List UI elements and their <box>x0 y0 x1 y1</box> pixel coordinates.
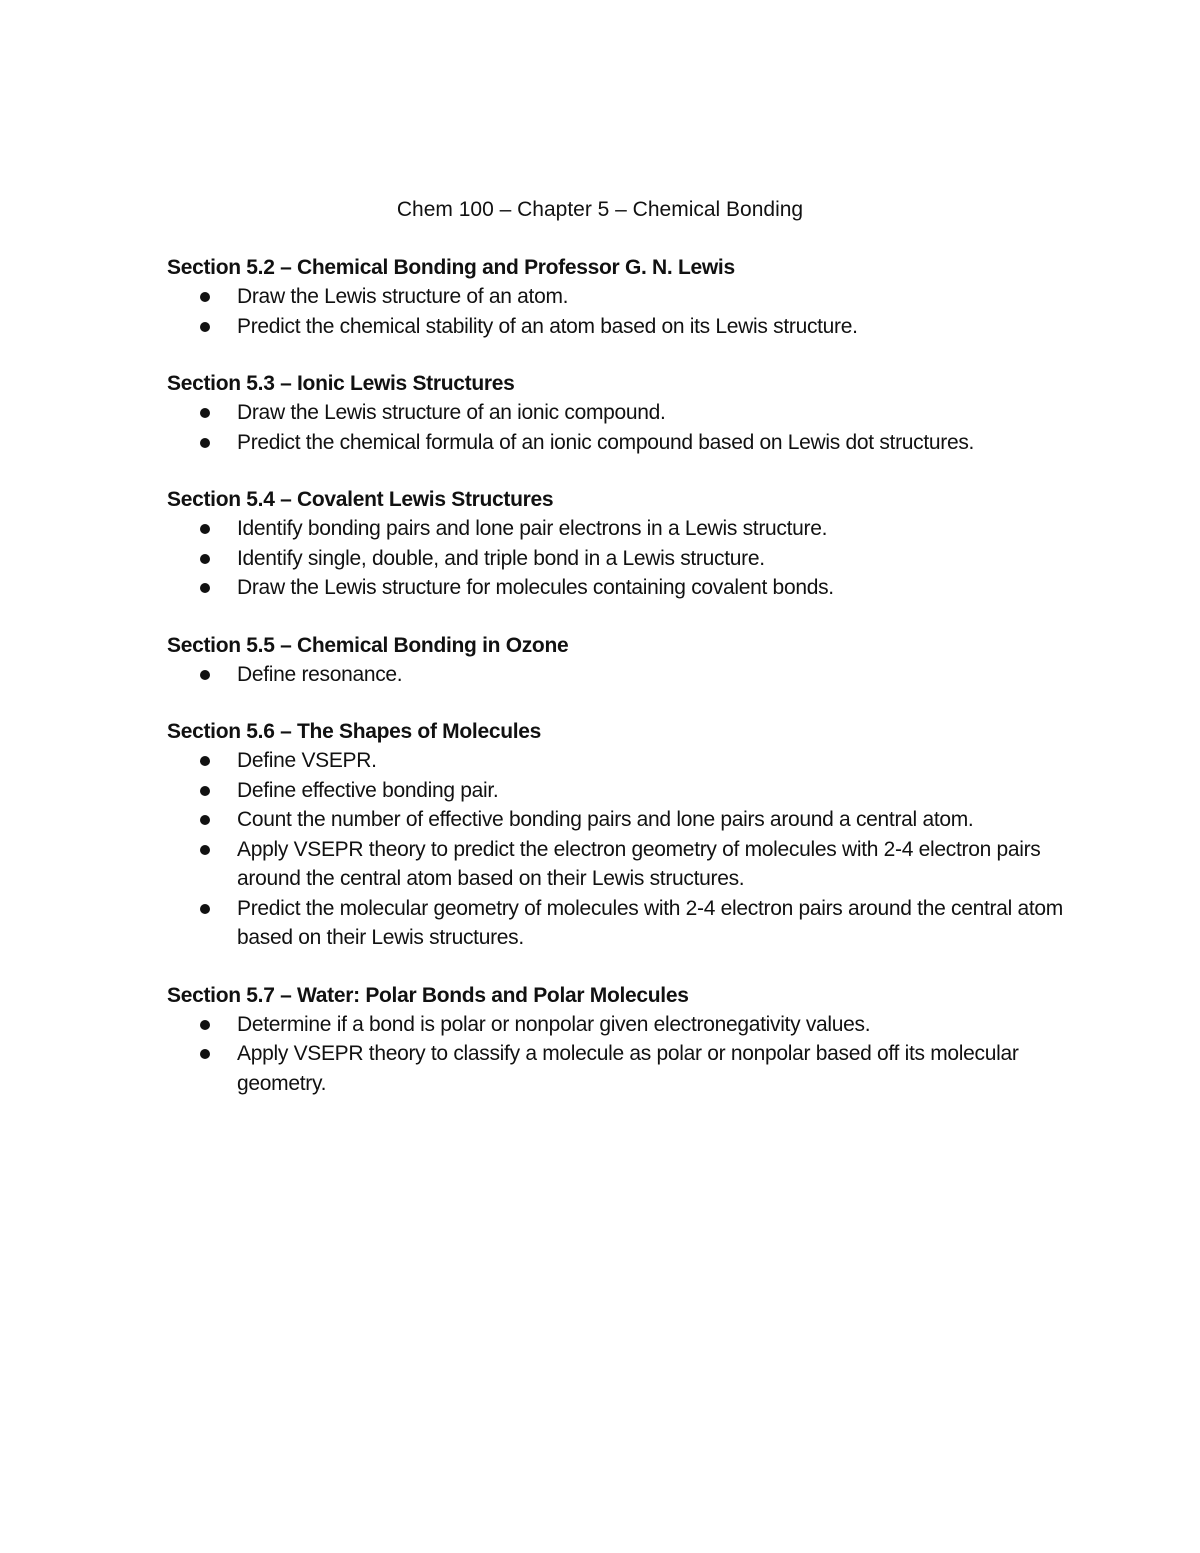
list-item <box>167 282 1067 312</box>
list-item-text: Define effective bonding pair. <box>237 778 499 802</box>
list-item <box>167 776 1067 806</box>
list-item <box>167 894 1067 953</box>
section-block <box>167 253 1067 341</box>
list-item-text: Predict the chemical formula of an ionic compound based on Lewis dot structures. <box>237 430 975 454</box>
section-block <box>167 369 1067 457</box>
list-item <box>167 746 1067 776</box>
bullet-icon <box>200 756 210 766</box>
bullet-icon <box>200 1020 210 1030</box>
list-item-text: Define resonance. <box>237 662 403 686</box>
list-item <box>167 398 1067 428</box>
section-block <box>167 485 1067 603</box>
bullet-icon <box>200 904 210 914</box>
bullet-icon <box>200 815 210 825</box>
bullet-list <box>167 660 1067 690</box>
bullet-icon <box>200 292 210 302</box>
list-item-text: Draw the Lewis structure for molecules containing covalent bonds. <box>237 576 834 599</box>
sections-container <box>167 253 1067 1126</box>
list-item <box>167 1039 1067 1098</box>
list-item-text: Draw the Lewis structure of an atom. <box>237 285 569 308</box>
bullet-list <box>167 398 1067 457</box>
list-item-text: Determine if a bond is polar or nonpolar given electronegativity values. <box>237 1012 871 1036</box>
bullet-icon <box>200 670 210 680</box>
list-item <box>167 1010 1067 1040</box>
bullet-list <box>167 1010 1067 1099</box>
list-item-text: Draw the Lewis structure of an ionic compound. <box>237 401 666 424</box>
list-item <box>167 660 1067 690</box>
list-item-text: Identify single, double, and triple bond in a Lewis structure. <box>237 546 765 570</box>
section-heading: Section 5.6 – The Shapes of Molecules <box>167 720 542 743</box>
section-block <box>167 717 1067 953</box>
section-heading: Section 5.2 – Chemical Bonding and Professor G. N. Lewis <box>167 256 735 279</box>
list-item <box>167 573 1067 603</box>
list-item-text: Define VSEPR. <box>237 749 377 772</box>
list-item <box>167 835 1067 894</box>
bullet-icon <box>200 554 210 564</box>
bullet-list <box>167 282 1067 341</box>
list-item <box>167 428 1067 458</box>
section-heading: Section 5.5 – Chemical Bonding in Ozone <box>167 633 569 657</box>
bullet-icon <box>200 845 210 855</box>
section-block <box>167 981 1067 1099</box>
list-item-text: Apply VSEPR theory to predict the electron geometry of molecules with 2-4 electron pairs around the central atom based on their Lewis structures. <box>237 837 1041 890</box>
list-item-text: Identify bonding pairs and lone pair electrons in a Lewis structure. <box>237 517 828 540</box>
bullet-icon <box>200 524 210 534</box>
bullet-icon <box>200 438 210 448</box>
section-heading: Section 5.4 – Covalent Lewis Structures <box>167 488 554 511</box>
list-item <box>167 805 1067 835</box>
bullet-list <box>167 514 1067 603</box>
bullet-icon <box>200 408 210 418</box>
bullet-list <box>167 746 1067 953</box>
list-item <box>167 312 1067 342</box>
list-item-text: Predict the molecular geometry of molecules with 2-4 electron pairs around the central atom based on their Lewis structures. <box>237 896 1063 949</box>
bullet-icon <box>200 786 210 796</box>
bullet-icon <box>200 1049 210 1059</box>
document-title: Chem 100 – Chapter 5 – Chemical Bonding <box>396 198 804 221</box>
section-block <box>167 631 1067 690</box>
section-heading: Section 5.7 – Water: Polar Bonds and Polar Molecules <box>167 983 689 1007</box>
bullet-icon <box>200 322 210 332</box>
list-item-text: Apply VSEPR theory to classify a molecule as polar or nonpolar based off its molecular geometry. <box>237 1042 1019 1095</box>
section-heading: Section 5.3 – Ionic Lewis Structures <box>167 372 515 395</box>
list-item-text: Count the number of effective bonding pairs and lone pairs around a central atom. <box>237 808 974 831</box>
list-item <box>167 544 1067 574</box>
list-item <box>167 514 1067 544</box>
bullet-icon <box>200 583 210 593</box>
list-item-text: Predict the chemical stability of an atom based on its Lewis structure. <box>237 314 858 338</box>
